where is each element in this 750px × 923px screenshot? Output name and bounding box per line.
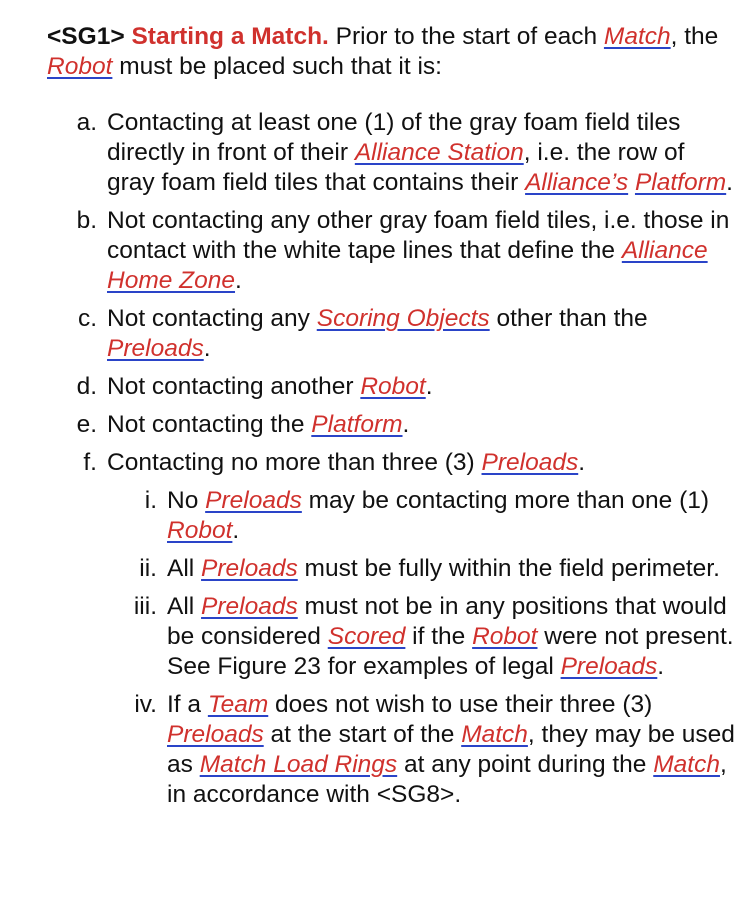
sub-list-item xyxy=(133,592,737,682)
rule-text: , in accordance with <SG8>. xyxy=(167,751,727,808)
defined-term-link[interactable]: Alliance Home Zone xyxy=(107,237,708,294)
defined-term-link[interactable]: Scored xyxy=(327,623,406,650)
defined-term-link[interactable]: Platform xyxy=(634,169,727,196)
list-marker: iv. xyxy=(134,691,157,718)
rule-text: Prior to the start of each xyxy=(328,23,604,50)
rule-text: . xyxy=(232,517,240,544)
sub-list-item xyxy=(144,486,737,546)
list-item xyxy=(76,372,737,402)
defined-term-link[interactable]: Preloads xyxy=(107,335,204,362)
rule-text: at any point during the xyxy=(397,751,654,778)
list-item xyxy=(83,448,737,810)
defined-term-link[interactable]: Robot xyxy=(360,373,426,400)
rule-text: . xyxy=(578,449,586,476)
list-item xyxy=(77,304,737,364)
list-item-text xyxy=(107,109,733,196)
rule-text: . xyxy=(235,267,242,294)
rule-heading xyxy=(47,22,737,82)
rule-text: , i.e. the row of gray foam field tiles that contains their xyxy=(107,139,685,196)
list-item-text xyxy=(167,691,735,808)
rule-text: . xyxy=(726,169,733,196)
defined-term-link[interactable]: Robot xyxy=(472,623,538,650)
rule-text: , they may be used as xyxy=(167,721,735,778)
list-marker: iii. xyxy=(133,593,157,620)
rule-id: <SG1> xyxy=(47,23,125,50)
defined-term-link[interactable]: Match Load Rings xyxy=(199,751,398,778)
list-marker: b. xyxy=(76,207,97,234)
rule-text: were not present. See Figure 23 for examples of legal xyxy=(167,623,734,680)
defined-term-link[interactable]: Robot xyxy=(167,517,233,544)
defined-term-link[interactable]: Robot xyxy=(47,53,113,80)
sub-list-item xyxy=(139,554,737,584)
rule-text: No xyxy=(167,487,206,514)
list-item-text xyxy=(107,305,648,362)
list-item-text xyxy=(167,593,734,680)
list-item-text xyxy=(107,411,409,438)
list-marker: ii. xyxy=(139,555,157,582)
rule-text: Contacting at least one (1) of the gray foam field tiles directly in front of their xyxy=(107,109,681,166)
list-marker: i. xyxy=(144,487,157,514)
rule-text: Not contacting the xyxy=(107,411,312,438)
rule-text: . xyxy=(425,373,433,400)
rule-text: If a xyxy=(167,691,208,718)
list-marker: a. xyxy=(76,109,97,136)
defined-term-link[interactable]: Match xyxy=(603,23,671,50)
rule-text: . xyxy=(657,653,665,680)
rule-text: must be fully within the field perimeter. xyxy=(297,555,720,582)
rule-conditions-list xyxy=(47,108,737,810)
rule-document xyxy=(47,22,737,818)
rule-text: Not contacting another xyxy=(107,373,361,400)
defined-term-link[interactable]: Preloads xyxy=(560,653,658,680)
list-marker: c. xyxy=(77,305,97,332)
defined-term-link[interactable]: Preloads xyxy=(481,449,579,476)
defined-term-link[interactable]: Match xyxy=(653,751,720,778)
rule-text: . xyxy=(402,411,410,438)
defined-term-link[interactable]: Preloads xyxy=(201,555,298,582)
rule-text: Contacting no more than three (3) xyxy=(107,449,482,476)
defined-term-link[interactable]: Scoring Objects xyxy=(316,305,490,332)
rule-text: Not contacting any other gray foam field tiles, i.e. those in contact with the white tape lines that define the xyxy=(107,207,730,264)
rule-text: . xyxy=(203,335,211,362)
list-item xyxy=(76,108,737,198)
rule-text: Not contacting any xyxy=(107,305,317,332)
defined-term-link[interactable]: Preloads xyxy=(205,487,302,514)
list-item-text xyxy=(167,555,720,582)
rule-text: other than the xyxy=(489,305,648,332)
rule-text xyxy=(628,169,635,196)
rule-text: All xyxy=(167,593,202,620)
list-item-text xyxy=(107,207,729,294)
list-item-text xyxy=(167,487,709,544)
list-item xyxy=(76,206,737,296)
list-marker: d. xyxy=(76,373,97,400)
rule-title: Starting a Match. xyxy=(131,23,329,50)
list-item xyxy=(76,410,737,440)
defined-term-link[interactable]: Alliance’s xyxy=(525,169,629,196)
rule-text: may be contacting more than one (1) xyxy=(301,487,710,514)
rule-text: must not be in any positions that would be considered xyxy=(167,593,727,650)
rule-text: , the xyxy=(670,23,719,50)
sub-list-item xyxy=(134,690,737,810)
sub-list xyxy=(107,486,737,810)
rule-text: at the start of the xyxy=(263,721,462,748)
defined-term-link[interactable]: Team xyxy=(207,691,269,718)
list-item-text xyxy=(107,449,585,476)
list-item-text xyxy=(107,373,433,400)
list-marker: e. xyxy=(76,411,97,438)
rule-text: must be placed such that it is: xyxy=(112,53,442,80)
defined-term-link[interactable]: Match xyxy=(461,721,528,748)
defined-term-link[interactable]: Alliance Station xyxy=(354,139,524,166)
defined-term-link[interactable]: Preloads xyxy=(167,721,264,748)
list-marker: f. xyxy=(83,449,97,476)
rule-text: if the xyxy=(405,623,473,650)
defined-term-link[interactable]: Preloads xyxy=(201,593,298,620)
rule-text: does not wish to use their three (3) xyxy=(268,691,653,718)
rule-text: All xyxy=(167,555,202,582)
defined-term-link[interactable]: Platform xyxy=(311,411,403,438)
